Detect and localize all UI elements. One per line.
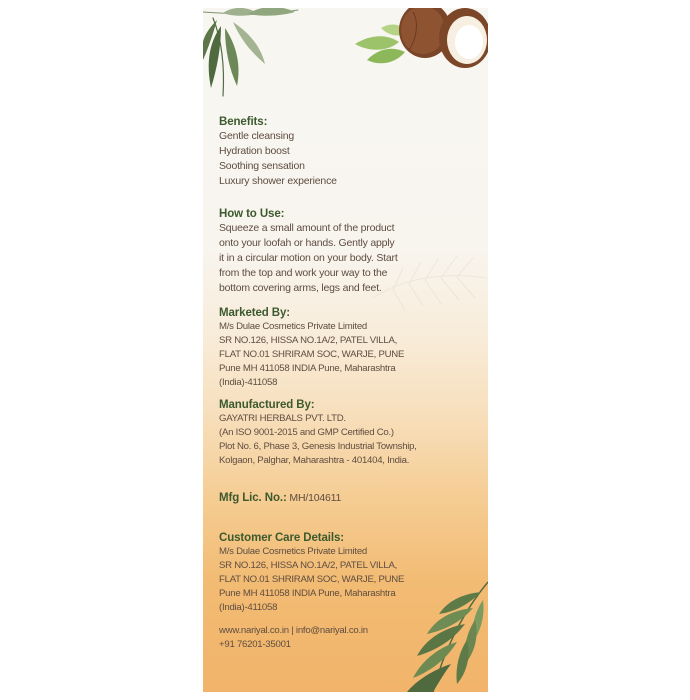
marketed-by-line: Pune MH 411058 INDIA Pune, Maharashtra bbox=[219, 363, 396, 374]
customer-care-heading: Customer Care Details: bbox=[219, 532, 344, 544]
marketed-by-line: FLAT NO.01 SHRIRAM SOC, WARJE, PUNE bbox=[219, 349, 405, 360]
manufactured-by-line: Kolgaon, Palghar, Maharashtra - 401404, India. bbox=[219, 455, 410, 466]
marketed-by-heading: Marketed By: bbox=[219, 307, 291, 319]
customer-care-line: (India)-411058 bbox=[219, 602, 278, 613]
manufactured-by-line: (An ISO 9001-2015 and GMP Certified Co.) bbox=[219, 427, 394, 438]
marketed-by-section bbox=[219, 306, 481, 390]
benefits-heading: Benefits: bbox=[219, 116, 268, 128]
how-to-use-line: from the top and work your way to the bbox=[219, 267, 388, 279]
mfg-license-row bbox=[219, 488, 481, 506]
product-label-panel bbox=[203, 8, 488, 692]
marketed-by-line: (India)-411058 bbox=[219, 377, 278, 388]
label-content bbox=[219, 115, 481, 652]
customer-care-line: Pune MH 411058 INDIA Pune, Maharashtra bbox=[219, 588, 396, 599]
how-to-use-line: it in a circular motion on your body. Start bbox=[219, 252, 398, 264]
mfg-license-value: MH/104611 bbox=[286, 492, 342, 504]
benefits-section bbox=[219, 115, 481, 189]
customer-care-section bbox=[219, 531, 481, 615]
how-to-use-line: bottom covering arms, legs and feet. bbox=[219, 282, 382, 294]
website-email: www.nariyal.co.in | info@nariyal.co.in bbox=[219, 625, 368, 636]
how-to-use-heading: How to Use: bbox=[219, 208, 285, 220]
manufactured-by-line: Plot No. 6, Phase 3, Genesis Industrial Township, bbox=[219, 441, 417, 452]
how-to-use-section bbox=[219, 207, 481, 296]
mfg-license-label: Mfg Lic. No.: bbox=[219, 492, 287, 504]
palm-leaf-icon bbox=[203, 8, 303, 103]
phone-number: +91 76201-35001 bbox=[219, 639, 291, 650]
how-to-use-line: onto your loofah or hands. Gently apply bbox=[219, 237, 395, 249]
customer-care-line: SR NO.126, HISSA NO.1A/2, PATEL VILLA, bbox=[219, 560, 398, 571]
marketed-by-line: M/s Dulae Cosmetics Private Limited bbox=[219, 321, 367, 332]
how-to-use-line: Squeeze a small amount of the product bbox=[219, 222, 395, 234]
manufactured-by-heading: Manufactured By: bbox=[219, 399, 315, 411]
marketed-by-line: SR NO.126, HISSA NO.1A/2, PATEL VILLA, bbox=[219, 335, 398, 346]
customer-care-line: FLAT NO.01 SHRIRAM SOC, WARJE, PUNE bbox=[219, 574, 405, 585]
manufactured-by-line: GAYATRI HERBALS PVT. LTD. bbox=[219, 413, 346, 424]
benefit-item: Luxury shower experience bbox=[219, 175, 337, 187]
benefit-item: Hydration boost bbox=[219, 145, 290, 157]
manufactured-by-section bbox=[219, 398, 481, 468]
benefit-item: Soothing sensation bbox=[219, 160, 305, 172]
customer-care-line: M/s Dulae Cosmetics Private Limited bbox=[219, 546, 367, 557]
coconut-icon bbox=[353, 8, 488, 73]
contact-section bbox=[219, 624, 481, 652]
benefit-item: Gentle cleansing bbox=[219, 130, 295, 142]
